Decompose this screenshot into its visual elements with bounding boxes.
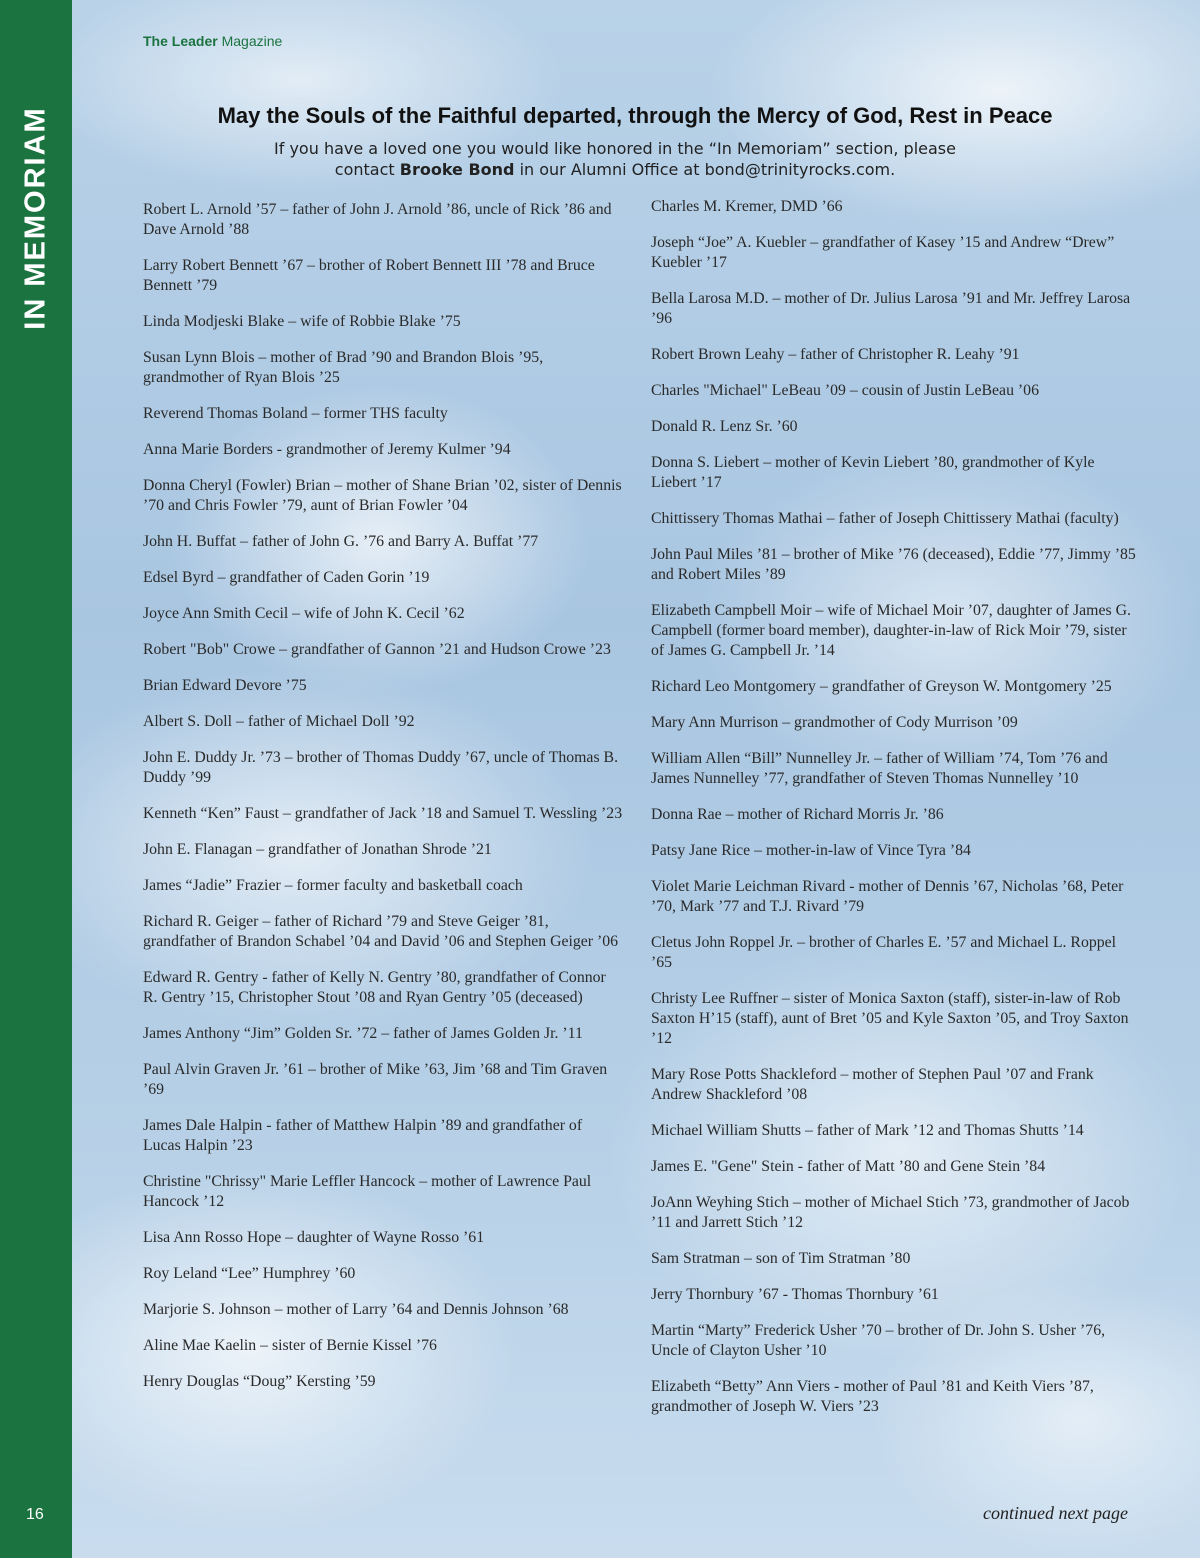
memorial-entry: Chittissery Thomas Mathai – father of Joseph Chittissery Mathai (faculty) xyxy=(651,510,1119,527)
memorial-entry: Linda Modjeski Blake – wife of Robbie Blake ’75 xyxy=(143,313,461,330)
memorial-entry: James E. "Gene" Stein - father of Matt ’80 and Gene Stein ’84 xyxy=(651,1158,1046,1175)
memorial-entry: Martin “Marty” Frederick Usher ’70 – brother of Dr. John S. Usher ’76, Uncle of Clayton Usher ’10 xyxy=(651,1322,1106,1359)
memorial-entry: Mary Rose Potts Shackleford – mother of Stephen Paul ’07 and Frank Andrew Shackleford ’08 xyxy=(651,1066,1094,1103)
memorial-entry: James Anthony “Jim” Golden Sr. ’72 – father of James Golden Jr. ’11 xyxy=(143,1025,583,1042)
memorial-entry: Edward R. Gentry - father of Kelly N. Gentry ’80, grandfather of Connor R. Gentry ’15, Christopher Stout ’08 and Ryan Gentry ’05 (deceased) xyxy=(143,969,606,1006)
intro-line: If you have a loved one you would like honored in the “In Memoriam” section, please xyxy=(274,139,956,158)
memorial-entry: Violet Marie Leichman Rivard - mother of Dennis ’67, Nicholas ’68, Peter ’70, Mark ’77 and T.J. Rivard ’79 xyxy=(651,878,1124,915)
memorial-entry: Joseph “Joe” A. Kuebler – grandfather of Kasey ’15 and Andrew “Drew” Kuebler ’17 xyxy=(651,234,1115,271)
memorial-entry: Reverend Thomas Boland – former THS faculty xyxy=(143,405,448,422)
memorial-list-left xyxy=(143,200,623,1408)
memorial-entry: Lisa Ann Rosso Hope – daughter of Wayne Rosso ’61 xyxy=(143,1229,485,1246)
memorial-list-right xyxy=(651,197,1136,1433)
memorial-entry: Robert "Bob" Crowe – grandfather of Gannon ’21 and Hudson Crowe ’23 xyxy=(143,641,611,658)
page-number: 16 xyxy=(26,1506,44,1523)
memorial-entry: Bella Larosa M.D. – mother of Dr. Julius Larosa ’91 and Mr. Jeffrey Larosa ’96 xyxy=(651,290,1131,327)
memorial-entry: Christine "Chrissy" Marie Leffler Hancock – mother of Lawrence Paul Hancock ’12 xyxy=(143,1173,592,1210)
masthead xyxy=(143,33,282,49)
memorial-entry: Larry Robert Bennett ’67 – brother of Robert Bennett III ’78 and Bruce Bennett ’79 xyxy=(143,257,595,294)
memorial-entry: Elizabeth Campbell Moir – wife of Michael Moir ’07, daughter of James G. Campbell (former board member), daughter-in-law of Rick Moir ’79, sister of James G. Campbell Jr. ’14 xyxy=(651,602,1131,659)
intro-contact-suffix: in our Alumni Office at bond@trinityrocks.com. xyxy=(514,160,896,179)
intro-text xyxy=(200,138,1030,180)
memorial-entry: Mary Ann Murrison – grandmother of Cody Murrison ’09 xyxy=(651,714,1018,731)
memorial-entry: John H. Buffat – father of John G. ’76 and Barry A. Buffat ’77 xyxy=(143,533,539,550)
memorial-entry: Joyce Ann Smith Cecil – wife of John K. Cecil ’62 xyxy=(143,605,465,622)
memorial-entry: Kenneth “Ken” Faust – grandfather of Jack ’18 and Samuel T. Wessling ’23 xyxy=(143,805,623,822)
memorial-entry: Donald R. Lenz Sr. ’60 xyxy=(651,418,798,435)
memorial-entry: James “Jadie” Frazier – former faculty and basketball coach xyxy=(143,877,523,894)
memorial-entry: Donna Rae – mother of Richard Morris Jr. ’86 xyxy=(651,806,944,823)
memorial-entry: Richard Leo Montgomery – grandfather of Greyson W. Montgomery ’25 xyxy=(651,678,1112,695)
memorial-entry: Michael William Shutts – father of Mark ’12 and Thomas Shutts ’14 xyxy=(651,1122,1084,1139)
memorial-entry: Richard R. Geiger – father of Richard ’79 and Steve Geiger ’81, grandfather of Brandon Schabel ’04 and David ’06 and Stephen Geiger ’06 xyxy=(143,913,619,950)
memorial-entry: Roy Leland “Lee” Humphrey ’60 xyxy=(143,1265,356,1282)
memorial-entry: Aline Mae Kaelin – sister of Bernie Kissel ’76 xyxy=(143,1337,437,1354)
memorial-entry: Charles M. Kremer, DMD ’66 xyxy=(651,198,843,215)
memorial-entry: Brian Edward Devore ’75 xyxy=(143,677,307,694)
masthead-brand: The Leader xyxy=(143,33,218,49)
memorial-entry: John E. Flanagan – grandfather of Jonathan Shrode ’21 xyxy=(143,841,492,858)
memorial-entry: Susan Lynn Blois – mother of Brad ’90 and Brandon Blois ’95, grandmother of Ryan Blois ’25 xyxy=(143,349,544,386)
memorial-entry: JoAnn Weyhing Stich – mother of Michael Stich ’73, grandmother of Jacob ’11 and Jarrett Stich ’12 xyxy=(651,1194,1130,1231)
memorial-entry: John E. Duddy Jr. ’73 – brother of Thomas Duddy ’67, uncle of Thomas B. Duddy ’99 xyxy=(143,749,619,786)
memorial-entry: Elizabeth “Betty” Ann Viers - mother of Paul ’81 and Keith Viers ’87, grandmother of Joseph W. Viers ’23 xyxy=(651,1378,1094,1415)
masthead-suffix: Magazine xyxy=(221,33,283,49)
memorial-entry: Paul Alvin Graven Jr. ’61 – brother of Mike ’63, Jim ’68 and Tim Graven ’69 xyxy=(143,1061,608,1098)
memorial-entry: Donna S. Liebert – mother of Kevin Liebert ’80, grandmother of Kyle Liebert ’17 xyxy=(651,454,1095,491)
memorial-entry: Robert L. Arnold ’57 – father of John J. Arnold ’86, uncle of Rick ’86 and Dave Arnold ’88 xyxy=(143,201,612,238)
intro-contact-prefix: contact xyxy=(334,160,400,179)
memorial-entry: Marjorie S. Johnson – mother of Larry ’64 and Dennis Johnson ’68 xyxy=(143,1301,569,1318)
memorial-entry: Sam Stratman – son of Tim Stratman ’80 xyxy=(651,1250,911,1267)
memorial-entry: Anna Marie Borders - grandmother of Jeremy Kulmer ’94 xyxy=(143,441,511,458)
memorial-entry: John Paul Miles ’81 – brother of Mike ’76 (deceased), Eddie ’77, Jimmy ’85 and Robert Miles ’89 xyxy=(651,546,1136,583)
memorial-entry: James Dale Halpin - father of Matthew Halpin ’89 and grandfather of Lucas Halpin ’23 xyxy=(143,1117,583,1154)
continued-note: continued next page xyxy=(983,1503,1128,1523)
memorial-entry: Donna Cheryl (Fowler) Brian – mother of Shane Brian ’02, sister of Dennis ’70 and Chris Fowler ’79, aunt of Brian Fowler ’04 xyxy=(143,477,622,514)
contact-name: Brooke Bond xyxy=(399,160,515,179)
memorial-entry: Jerry Thornbury ’67 - Thomas Thornbury ’61 xyxy=(651,1286,939,1303)
page-headline: May the Souls of the Faithful departed, through the Mercy of God, Rest in Peace xyxy=(217,103,1053,128)
memorial-entry: Henry Douglas “Doug” Kersting ’59 xyxy=(143,1373,376,1390)
memorial-entry: Albert S. Doll – father of Michael Doll ’92 xyxy=(143,713,415,730)
sidebar xyxy=(0,0,72,1558)
memorial-entry: Patsy Jane Rice – mother-in-law of Vince Tyra ’84 xyxy=(651,842,971,859)
section-title: IN MEMORIAM xyxy=(19,106,52,330)
memorial-entry: Cletus John Roppel Jr. – brother of Charles E. ’57 and Michael L. Roppel ’65 xyxy=(651,934,1117,971)
memorial-entry: Robert Brown Leahy – father of Christopher R. Leahy ’91 xyxy=(651,346,1020,363)
memorial-entry: Charles "Michael" LeBeau ’09 – cousin of Justin LeBeau ’06 xyxy=(651,382,1039,399)
memorial-entry: Edsel Byrd – grandfather of Caden Gorin ’19 xyxy=(143,569,430,586)
memorial-entry: William Allen “Bill” Nunnelley Jr. – father of William ’74, Tom ’76 and James Nunnelley ’77, grandfather of Steven Thomas Nunnelley ’10 xyxy=(651,750,1108,787)
memorial-entry: Christy Lee Ruffner – sister of Monica Saxton (staff), sister-in-law of Rob Saxton H’15 (staff), aunt of Bret ’05 and Kyle Saxton ’05, and Troy Saxton ’12 xyxy=(651,990,1129,1047)
